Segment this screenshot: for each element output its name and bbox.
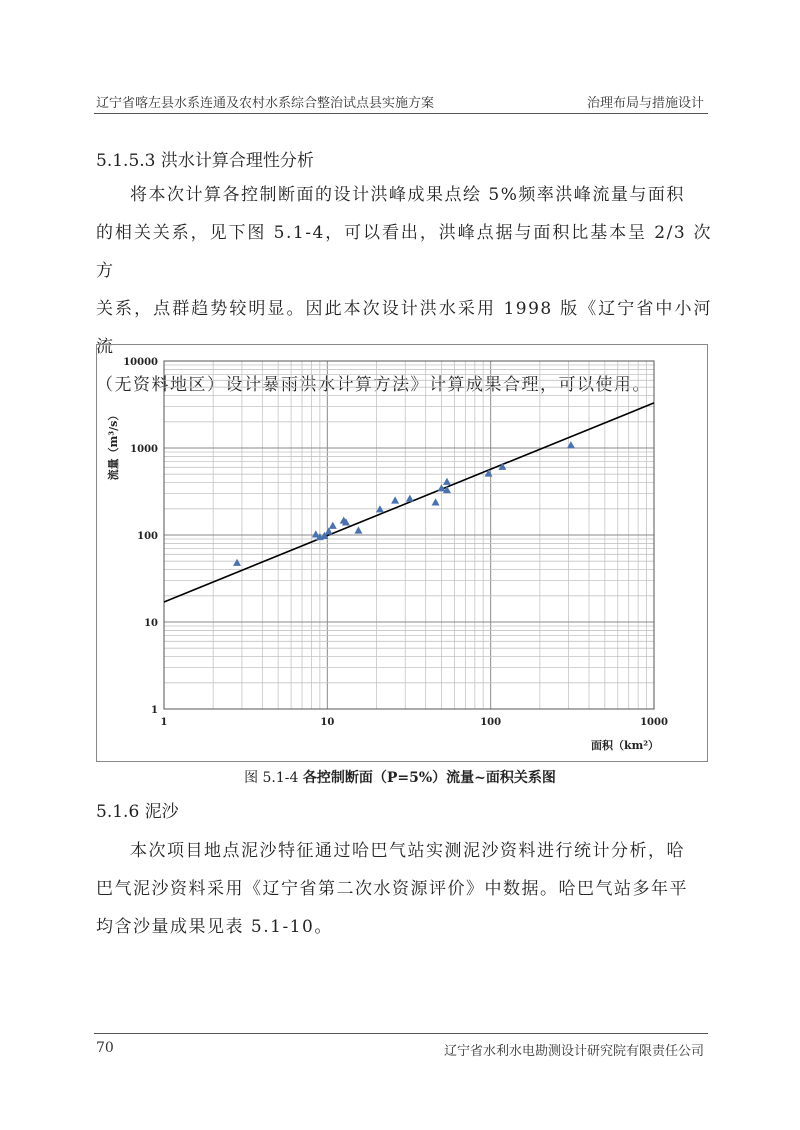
data-point <box>391 496 399 503</box>
data-point <box>233 559 241 566</box>
footer-organization: 辽宁省水利水电勘测设计研究院有限责任公司 <box>443 1044 704 1059</box>
paragraph-flood-analysis <box>96 176 712 214</box>
data-point <box>329 522 337 529</box>
data-point <box>432 498 440 505</box>
running-header-title: 辽宁省喀左县水系连通及农村水系综合整治试点县实施方案 <box>96 96 435 111</box>
paragraph-sediment-cont <box>96 870 712 946</box>
paragraph-sediment <box>96 832 712 870</box>
caption-prefix: 图 5.1-4 <box>244 770 303 786</box>
x-tick-label: 100 <box>480 717 502 728</box>
page-number: 70 <box>96 1040 114 1056</box>
y-tick-label: 1 <box>151 705 158 716</box>
footer-rule <box>94 1033 708 1034</box>
chart-tick-labels <box>123 357 668 728</box>
data-point <box>567 441 575 448</box>
y-axis-label: 流量（m³/s） <box>107 409 120 481</box>
paragraph-line: 的相关关系，见下图 5.1-4，可以看出，洪峰点据与面积比基本呈 2/3 次方 <box>96 223 712 281</box>
paragraph-line: 关系，点群趋势较明显。因此本次设计洪水采用 1998 版《辽宁省中小河流 <box>96 299 712 357</box>
y-tick-label: 10000 <box>123 357 158 368</box>
fit-line-group <box>164 403 654 602</box>
figure-caption <box>0 767 800 787</box>
data-points <box>233 441 575 566</box>
y-tick-label: 1000 <box>130 444 158 455</box>
chart-grid <box>164 361 654 709</box>
x-axis-label: 面积（km²） <box>590 739 660 752</box>
caption-text: 各控制断面（P=5%）流量~面积关系图 <box>302 770 556 786</box>
running-header-chapter: 治理布局与措施设计 <box>586 96 704 111</box>
chart-frame <box>96 344 708 762</box>
y-tick-label: 100 <box>137 531 158 542</box>
flow-area-chart <box>97 345 707 761</box>
fit-line <box>164 403 654 602</box>
header-rule <box>94 113 708 114</box>
paragraph-line: （无资料地区）设计暴雨洪水计算方法》计算成果合理，可以使用。 <box>96 375 651 395</box>
data-point <box>406 495 414 502</box>
section-heading-5-1-6: 5.1.6 泥沙 <box>96 802 179 822</box>
section-heading-5-1-5-3: 5.1.5.3 洪水计算合理性分析 <box>96 151 314 171</box>
x-tick-label: 1 <box>160 717 168 728</box>
x-tick-label: 10 <box>320 717 335 728</box>
paragraph-line: 将本次计算各控制断面的设计洪峰成果点绘 5%频率洪峰流量与面积 <box>130 185 685 205</box>
x-tick-label: 1000 <box>640 717 668 728</box>
y-tick-label: 10 <box>144 618 158 629</box>
paragraph-line: 本次项目地点泥沙特征通过哈巴气站实测泥沙资料进行统计分析，哈 <box>130 841 685 861</box>
paragraph-line: 巴气泥沙资料采用《辽宁省第二次水资源评价》中数据。哈巴气站多年平 <box>96 879 688 899</box>
data-point <box>354 526 362 533</box>
paragraph-line: 均含沙量成果见表 5.1-10。 <box>96 917 333 937</box>
data-point <box>443 478 451 485</box>
